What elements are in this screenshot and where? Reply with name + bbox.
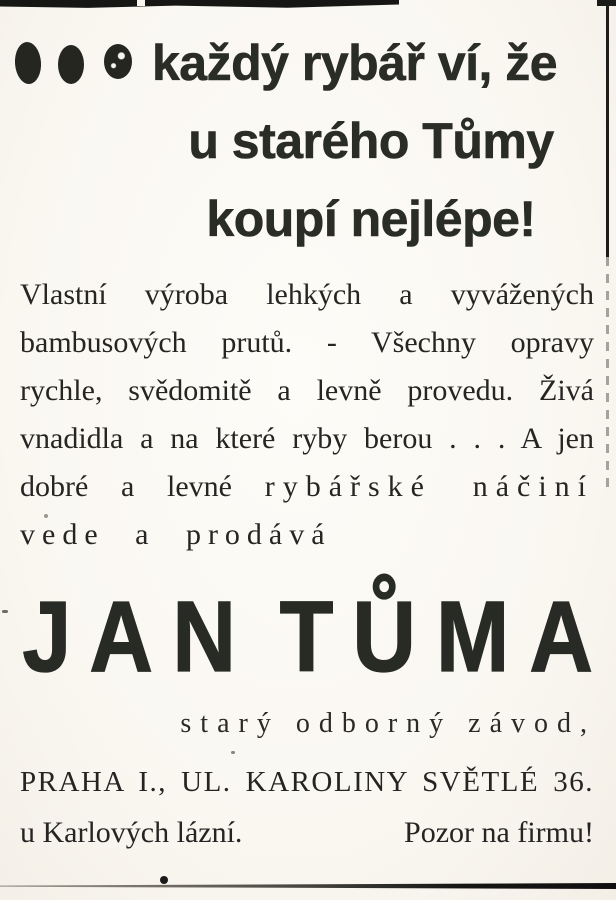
bottom-border-rule xyxy=(0,883,616,889)
body-line: vede a prodává xyxy=(20,518,332,551)
right-border-rule-dashed xyxy=(606,257,609,495)
headline-line-1: každý rybář ví, že xyxy=(152,35,558,91)
warning-text: Pozor na firmu! xyxy=(404,816,594,849)
ink-speck xyxy=(2,610,8,613)
footer-line xyxy=(20,816,594,850)
top-border-bar xyxy=(0,0,399,9)
body-line: Vlastní výroba lehkých a vyvážených xyxy=(20,278,594,311)
headline-line-2: u starého Tůmy xyxy=(188,113,554,169)
brand-tagline: starý odborný závod, xyxy=(180,708,596,739)
location-text: u Karlových lázní. xyxy=(20,816,243,849)
body-paragraph xyxy=(20,271,594,559)
body-line: bambusových prutů. - Všechny opravy xyxy=(20,326,594,359)
headline-line-3: koupí nejlépe! xyxy=(206,191,536,247)
bullet-dot-icon xyxy=(14,41,43,85)
body-line: rychle, svědomitě a levně provedu. Živá xyxy=(20,374,594,407)
ink-dot-artifact xyxy=(160,876,168,884)
body-line-5-normal: dobré a levné xyxy=(20,470,232,503)
bullet-dot-icon xyxy=(58,45,84,84)
ink-speck xyxy=(231,751,235,754)
body-line: vnadidla a na které ryby berou . . . A jen xyxy=(20,422,594,455)
address-line: PRAHA I., UL. KAROLINY SVĚTLÉ 36. xyxy=(20,766,594,798)
body-line-5-spaced: rybářské náčiní xyxy=(264,470,594,503)
brand-name: J A N T Ů M A xyxy=(22,581,593,693)
top-border-notch xyxy=(137,0,145,6)
right-border-rule xyxy=(606,0,609,257)
bullet-dot-worn-icon xyxy=(104,44,132,79)
body-line xyxy=(20,463,594,511)
